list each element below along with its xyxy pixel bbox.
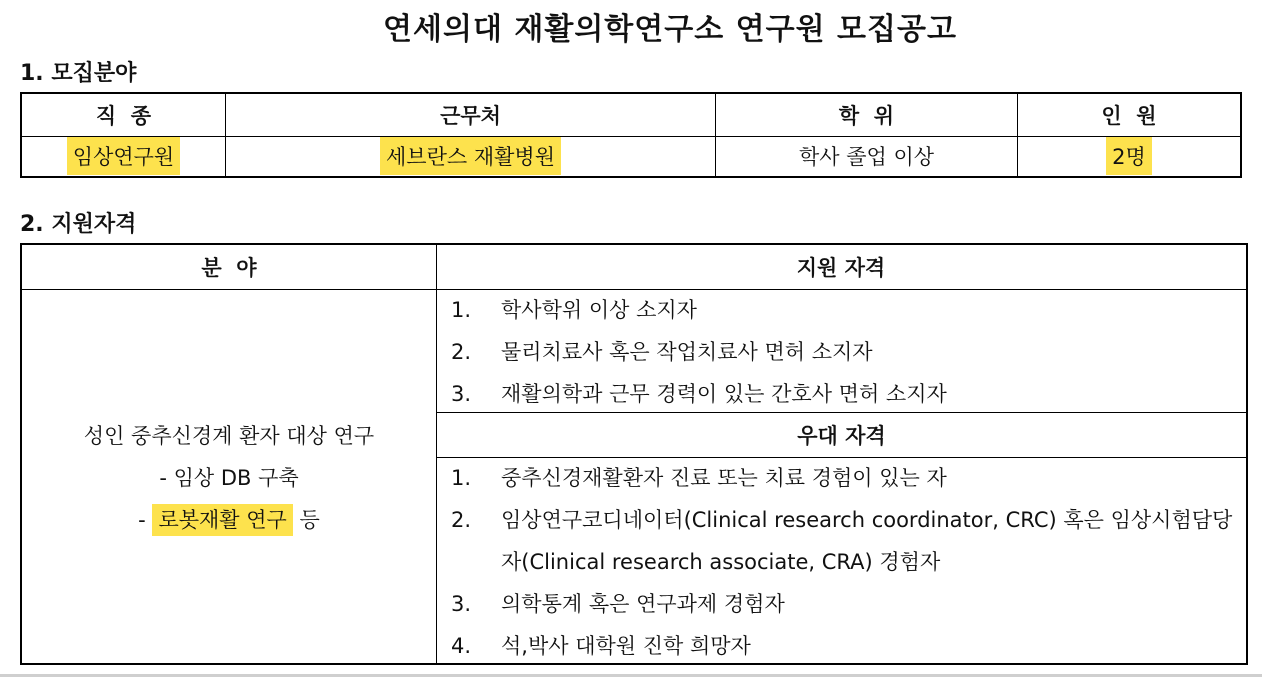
- header-job-type: 직 종: [22, 94, 226, 136]
- recruitment-header-row: [22, 94, 1240, 137]
- degree-value: 학사 졸업 이상: [798, 145, 935, 169]
- header-headcount: 인 원: [1101, 104, 1157, 128]
- field-line-3: - 로봇재활 연구 등: [22, 499, 436, 541]
- qualification-cell: [437, 289, 1246, 663]
- field-highlight: 로봇재활 연구: [152, 504, 292, 536]
- list-item: 3. 의학통계 혹은 연구과제 경험자: [451, 592, 785, 616]
- header-workplace: 근무처: [226, 94, 716, 136]
- required-list: [437, 289, 1246, 415]
- section1-heading: 1. 모집분야: [20, 61, 137, 86]
- list-item: 2. 임상연구코디네이터(Clinical research coordinator, CRC) 혹은 임상시험담당자(Clinical research associate, CRA) 경험자: [451, 508, 1233, 574]
- list-item: 4. 석,박사 대학원 진학 희망자: [451, 634, 751, 658]
- field-line-1: 성인 중추신경계 환자 대상 연구: [83, 424, 375, 448]
- page-title: 연세의대 재활의학연구소 연구원 모집공고: [383, 12, 957, 47]
- qualification-header-row: [22, 245, 1246, 290]
- header-degree: 학 위: [716, 94, 1018, 136]
- qualification-table: [20, 243, 1248, 665]
- preferred-header: 우대 자격: [437, 412, 1246, 458]
- workplace-value: 세브란스 재활병원: [380, 137, 561, 175]
- headcount-value: 2명: [1106, 137, 1152, 175]
- job-type-value: 임상연구원: [67, 137, 180, 175]
- field-cell: [22, 289, 437, 663]
- list-item: 1. 학사학위 이상 소지자: [451, 298, 697, 322]
- section2-heading: 2. 지원자격: [20, 212, 137, 237]
- header-qualification: 지원 자격: [796, 256, 886, 280]
- list-item: 1. 중추신경재활환자 진료 또는 치료 경험이 있는 자: [451, 466, 947, 490]
- list-item: 2. 물리치료사 혹은 작업치료사 면허 소지자: [451, 340, 873, 364]
- recruitment-table: [20, 92, 1242, 178]
- header-field: 분 야: [201, 256, 257, 280]
- field-line-2: - 임상 DB 구축: [159, 466, 299, 490]
- list-item: 3. 재활의학과 근무 경력이 있는 간호사 면허 소지자: [451, 382, 947, 406]
- preferred-list: [437, 457, 1246, 667]
- recruitment-value-row: [22, 136, 1240, 176]
